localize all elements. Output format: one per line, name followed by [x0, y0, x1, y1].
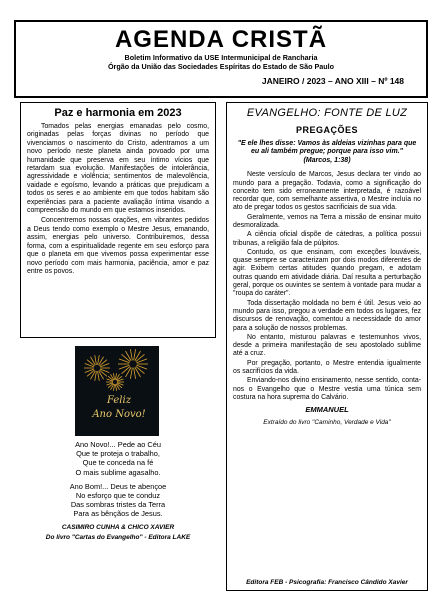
editorial-paragraph: Tomados pelas energias emanadas pelo cosmo, originadas pelas forças divinas no período que vivenciamos o nascimento do Cristo, adentramos a um novo período neste planeta ainda povoado por uma humanidade que preserva em seu íntimo vícios que retardam sua evolução. Manifestações de intolerância, agressividade e violência; sentimentos de malevolência, vaidade e egoísmo, levando a práticas que prejudicam a todos os seres e ao ambiente em que todos habitam são experiências para a paciente avaliação íntima visando a compreensão do mundo em que estamos inseridos.: [27, 123, 209, 215]
masthead-organization: Órgão da União das Sociedades Espíritas do Estado de São Paulo: [107, 62, 335, 71]
new-year-card-image: [75, 346, 159, 436]
gospel-paragraph: Neste versículo de Marcos, Jesus declara ter vindo ao mundo para a pregação. Todavia, como a significação do conceito tem sido erroneamente interpretada, é razoável recordar que, com semelhante assertiva, o Mestre incluía no ato de pregar todos os gestos sacrificiais de sua vida.: [233, 171, 421, 212]
poem-line: Que te conceda na fé: [82, 458, 154, 468]
newsletter-title: AGENDA CRISTÃ: [114, 26, 328, 53]
poem-line: Que te proteja o trabalho,: [76, 449, 160, 459]
gospel-paragraph: Por pregação, portanto, o Mestre entendia igualmente os sacrifícios da vida.: [233, 359, 421, 376]
card-greeting-line1: Feliz: [107, 395, 131, 406]
article-source: Extraído do livro "Caminho, Verdade e Vida": [263, 418, 391, 426]
poem-stanza-1: [20, 440, 216, 477]
poem-stanza-2: [20, 482, 216, 519]
poem: [20, 440, 216, 542]
issue-info: JANEIRO / 2023 – ANO XIII – Nº 148: [261, 76, 404, 86]
card-greeting-line2: Ano Novo!: [92, 409, 146, 420]
editorial-paragraph: Concentremos nossas orações, em vibrantes pedidos a Deus tendo como exemplo o Mestre Jesus, emanando, assim, energias pelo universo. Contribuiremos, dessa forma, com a espiritualidade regente em seu esforço para que o planeta em que vivemos possa experimentar esse novo período com mais harmonia, paciência, amor e paz entre os povos.: [27, 217, 209, 275]
gospel-paragraph: A ciência oficial dispõe de cátedras, a política possui tribunas, a religião fala de púlpitos.: [233, 231, 421, 247]
editorial-title: Paz e harmonia em 2023: [54, 107, 182, 119]
poem-line: Das sombras tristes da Terra: [70, 500, 166, 510]
editorial-box: [20, 102, 216, 338]
publisher-credit: Editora FEB - Psicografia: Francisco Cândido Xavier: [246, 579, 408, 586]
article-signature: EMMANUEL: [305, 405, 349, 415]
poem-line: Ano Bom!... Deus te abençoe: [69, 481, 167, 491]
gospel-title: EVANGELHO: FONTE DE LUZ: [246, 107, 408, 119]
poem-line: No esforço que te conduz: [75, 491, 161, 501]
gospel-paragraph: Toda dissertação moldada no bem é útil. Jesus veio ao mundo para isso, pregou a verdade em todos os lugares, fez discursos de renovação, comentou a necessidade do amor para a solução de nossos problemas.: [233, 299, 421, 332]
masthead-subtitle: Boletim Informativo da USE Intermunicipal de Rancharia: [124, 53, 318, 62]
gospel-paragraph: Geralmente, vemos na Terra a missão de ensinar muito desmoralizada.: [233, 213, 421, 229]
gospel-column: [226, 102, 428, 591]
gospel-subtitle: PREGAÇÕES: [295, 125, 358, 135]
poem-line: O mais sublime agasalho.: [75, 467, 161, 477]
poem-line: Para as bênçãos de Jesus.: [73, 509, 163, 519]
masthead: [14, 20, 428, 98]
gospel-paragraph: No entanto, misturou palavras e testemunhos vivos, desde a primeira manifestação de seu apostolado sublime até a cruz.: [233, 333, 421, 358]
poem-author: CASIMIRO CUNHA & CHICO XAVIER: [61, 523, 175, 531]
poem-line: Ano Novo!... Pede ao Céu: [75, 440, 161, 449]
gospel-paragraph: Enviando-nos divino ensinamento, nesse sentido, conta-nos o Evangelho que o Mestre vestia uma túnica sem costura na hora suprema do Calvário.: [233, 377, 421, 401]
poem-source: Do livro "Cartas do Evangelho" - Editora LAKE: [45, 533, 191, 541]
gospel-paragraph: Contudo, os que ensinam, com exceções louváveis, quase sempre se caracterizam por dois modos diferentes de agir. Exibem certas atitudes quando pregam, e adotam outras quando em atividade diária. Daí resulta a perturbação geral, porque os ouvintes se sentem à vontade para mudar a "roupa do caráter".: [233, 248, 421, 298]
fireworks-card-graphic: [75, 346, 159, 436]
bible-quote: "E ele lhes disse: Vamos às aldeias vizinhas para que eu ali também pregue; porque para isso vim." (Marcos, 1:38): [237, 140, 417, 164]
